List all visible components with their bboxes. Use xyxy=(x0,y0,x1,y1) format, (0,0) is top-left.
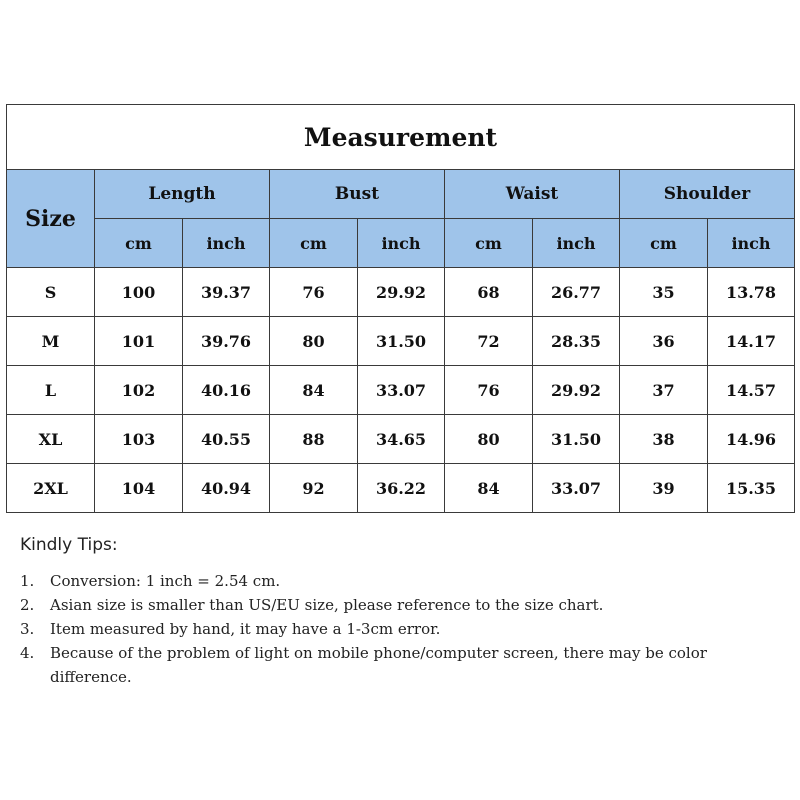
list-item xyxy=(20,593,780,617)
tips-list xyxy=(20,569,780,689)
table-cell: 37 xyxy=(620,366,708,415)
table-cell: 40.16 xyxy=(183,366,270,415)
tip-number: 2. xyxy=(20,596,35,614)
table-row xyxy=(7,268,795,317)
list-item xyxy=(20,569,780,593)
table-cell: 100 xyxy=(95,268,183,317)
table-cell: 104 xyxy=(95,464,183,513)
table-cell: 28.35 xyxy=(533,317,620,366)
group-header-row xyxy=(7,170,795,219)
tip-number: 1. xyxy=(20,572,35,590)
table-row xyxy=(7,317,795,366)
table-cell: 68 xyxy=(445,268,533,317)
table-cell: 88 xyxy=(270,415,358,464)
list-item xyxy=(20,641,780,689)
unit-header: cm xyxy=(270,219,358,268)
unit-header: cm xyxy=(445,219,533,268)
table-cell: 39.37 xyxy=(183,268,270,317)
table-cell: 40.94 xyxy=(183,464,270,513)
table-cell: 80 xyxy=(270,317,358,366)
size-cell: L xyxy=(7,366,95,415)
unit-header: inch xyxy=(708,219,795,268)
tip-text: Item measured by hand, it may have a 1-3cm error. xyxy=(50,620,441,638)
tips-title: Kindly Tips: xyxy=(20,535,118,555)
group-header-shoulder: Shoulder xyxy=(620,170,795,219)
table-cell: 15.35 xyxy=(708,464,795,513)
table-cell: 72 xyxy=(445,317,533,366)
title-row xyxy=(7,105,795,170)
table-cell: 31.50 xyxy=(358,317,445,366)
table-cell: 80 xyxy=(445,415,533,464)
size-cell: M xyxy=(7,317,95,366)
table-cell: 34.65 xyxy=(358,415,445,464)
table-row xyxy=(7,464,795,513)
unit-header: cm xyxy=(620,219,708,268)
tip-number: 3. xyxy=(20,620,35,638)
table-row xyxy=(7,366,795,415)
unit-header: inch xyxy=(183,219,270,268)
table-cell: 103 xyxy=(95,415,183,464)
tip-text: Because of the problem of light on mobile phone/computer screen, there may be color difference. xyxy=(50,644,707,686)
table-cell: 102 xyxy=(95,366,183,415)
table-cell: 39 xyxy=(620,464,708,513)
table-cell: 101 xyxy=(95,317,183,366)
group-header-waist: Waist xyxy=(445,170,620,219)
tip-text: Conversion: 1 inch = 2.54 cm. xyxy=(50,572,281,590)
table-cell: 76 xyxy=(270,268,358,317)
unit-header: inch xyxy=(358,219,445,268)
size-cell: XL xyxy=(7,415,95,464)
tip-text: Asian size is smaller than US/EU size, please reference to the size chart. xyxy=(50,596,604,614)
size-chart-table xyxy=(6,104,795,513)
table-cell: 39.76 xyxy=(183,317,270,366)
table-cell: 84 xyxy=(445,464,533,513)
table-cell: 40.55 xyxy=(183,415,270,464)
size-cell: S xyxy=(7,268,95,317)
table-cell: 36.22 xyxy=(358,464,445,513)
list-item xyxy=(20,617,780,641)
table-cell: 33.07 xyxy=(533,464,620,513)
table-cell: 35 xyxy=(620,268,708,317)
table-cell: 38 xyxy=(620,415,708,464)
unit-header-row xyxy=(7,219,795,268)
table-row xyxy=(7,415,795,464)
table-cell: 36 xyxy=(620,317,708,366)
table-cell: 29.92 xyxy=(358,268,445,317)
tip-number: 4. xyxy=(20,644,35,662)
group-header-bust: Bust xyxy=(270,170,445,219)
table-cell: 29.92 xyxy=(533,366,620,415)
kindly-tips xyxy=(20,535,780,689)
table-cell: 31.50 xyxy=(533,415,620,464)
table-cell: 26.77 xyxy=(533,268,620,317)
table-cell: 92 xyxy=(270,464,358,513)
table-cell: 13.78 xyxy=(708,268,795,317)
table-cell: 84 xyxy=(270,366,358,415)
unit-header: inch xyxy=(533,219,620,268)
table-cell: 14.57 xyxy=(708,366,795,415)
table-cell: 14.96 xyxy=(708,415,795,464)
table-title: Measurement xyxy=(7,105,795,170)
unit-header: cm xyxy=(95,219,183,268)
table-cell: 76 xyxy=(445,366,533,415)
table-cell: 14.17 xyxy=(708,317,795,366)
group-header-length: Length xyxy=(95,170,270,219)
size-header: Size xyxy=(7,170,95,268)
table-cell: 33.07 xyxy=(358,366,445,415)
size-cell: 2XL xyxy=(7,464,95,513)
